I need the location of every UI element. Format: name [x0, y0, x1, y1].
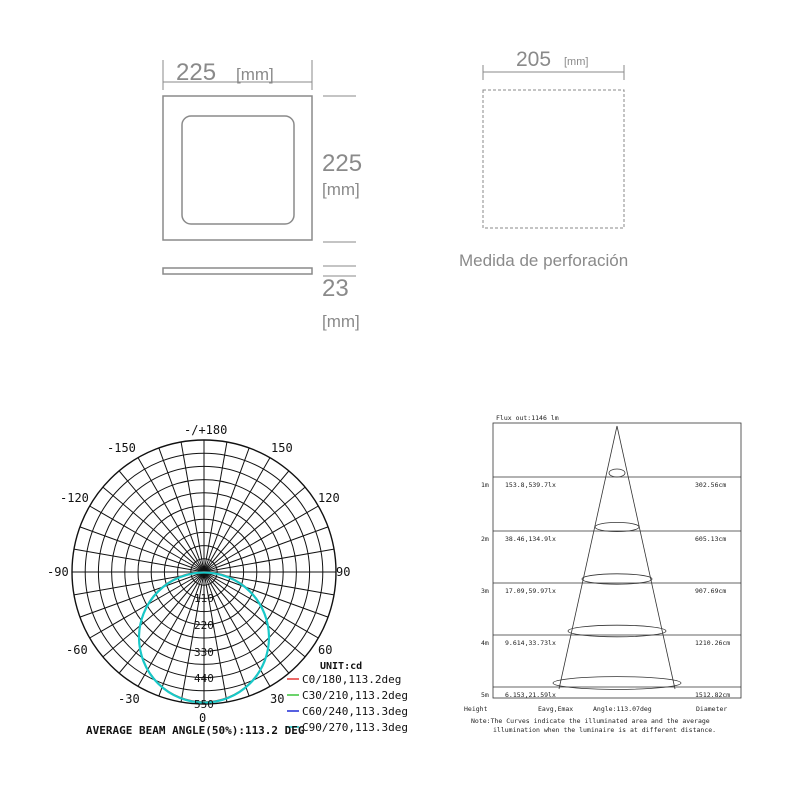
- cone-row-height: 5m: [481, 691, 489, 699]
- angle-label-0: 0: [199, 711, 207, 725]
- cone-row-height: 1m: [481, 481, 489, 489]
- angle-label-n30: -30: [118, 692, 140, 706]
- cone-row-values: 17.09,59.97lx: [505, 587, 556, 595]
- footer-diameter: Diameter: [696, 705, 728, 713]
- cone-row-height: 3m: [481, 587, 489, 595]
- footer-angle: Angle:113.07deg: [593, 705, 652, 713]
- beam-angle-text: AVERAGE BEAM ANGLE(50%):113.2 DEG: [86, 724, 305, 737]
- depth-value: 23: [322, 275, 349, 302]
- note-line-1: Note:The Curves indicate the illuminated area and the average: [471, 717, 710, 725]
- angle-label-p60: 60: [318, 643, 333, 657]
- radial-label-440: 440: [194, 672, 214, 685]
- angle-label-n120: -120: [60, 491, 89, 505]
- cone-row-diameter: 1210.26cm: [695, 639, 731, 647]
- angle-label-p30: 30: [270, 692, 285, 706]
- radial-label-110: 110: [194, 592, 214, 605]
- cutout-caption: Medida de perforación: [459, 251, 629, 270]
- illuminance-cone-diagram: [464, 414, 741, 734]
- cone-edge-left: [559, 426, 617, 689]
- width-unit: [mm]: [236, 65, 274, 84]
- width-value: 225: [176, 59, 217, 86]
- unit-label: UNIT:cd: [320, 661, 363, 672]
- legend-c60: C60/240,113.3deg: [302, 705, 408, 718]
- legend-c90: C90/270,113.3deg: [302, 721, 408, 734]
- cone-rows: [481, 426, 741, 699]
- cone-row-height: 4m: [481, 639, 489, 647]
- angle-label-p90: 90: [336, 565, 351, 579]
- cone-row-values: 153.8,539.7lx: [505, 481, 556, 489]
- legend-c30: C30/210,113.2deg: [302, 689, 408, 702]
- angle-label-n90: -90: [47, 565, 69, 579]
- cone-row-values: 9.614,33.73lx: [505, 639, 556, 647]
- height-value: 225: [322, 150, 363, 177]
- angle-label-n150: -150: [107, 441, 136, 455]
- cone-row-values: 6.153,21.59lx: [505, 691, 556, 699]
- legend-c0: C0/180,113.2deg: [302, 673, 402, 686]
- cone-edge-right: [617, 426, 675, 689]
- note-line-2: illumination when the luminaire is at different distance.: [493, 726, 717, 734]
- cone-ellipse: [595, 522, 639, 531]
- angle-label-p150: 150: [271, 441, 293, 455]
- radial-label-550: 550: [194, 698, 214, 711]
- cone-ellipse: [609, 469, 625, 477]
- footer-height: Height: [464, 705, 488, 713]
- height-unit: [mm]: [322, 180, 360, 199]
- cone-row-diameter: 1512.82cm: [695, 691, 731, 699]
- cutout-value: 205: [516, 48, 552, 71]
- footer-eavg: Eavg,Emax: [538, 705, 574, 713]
- panel-side-profile: [163, 268, 312, 274]
- cone-row-diameter: 605.13cm: [695, 535, 727, 543]
- radial-label-330: 330: [194, 646, 214, 659]
- panel-inner-light-area: [182, 116, 294, 224]
- cone-row-diameter: 302.56cm: [695, 481, 727, 489]
- flux-text: Flux out:1146 lm: [496, 414, 559, 422]
- angle-label-n60: -60: [66, 643, 88, 657]
- cutout-drawing: [459, 48, 628, 270]
- polar-light-distribution-diagram: [47, 423, 408, 737]
- cone-ellipse: [553, 677, 681, 690]
- cutout-unit: [mm]: [564, 56, 589, 68]
- depth-unit: [mm]: [322, 312, 360, 331]
- panel-dimension-drawing: [163, 59, 362, 331]
- angle-label-180: -/+180: [184, 423, 228, 437]
- radial-label-220: 220: [194, 619, 214, 632]
- cone-frame: [493, 423, 741, 698]
- cone-row-height: 2m: [481, 535, 489, 543]
- cone-row-values: 38.46,134.9lx: [505, 535, 556, 543]
- angle-label-p120: 120: [318, 491, 340, 505]
- cone-row-diameter: 907.69cm: [695, 587, 727, 595]
- cutout-outline: [483, 90, 624, 228]
